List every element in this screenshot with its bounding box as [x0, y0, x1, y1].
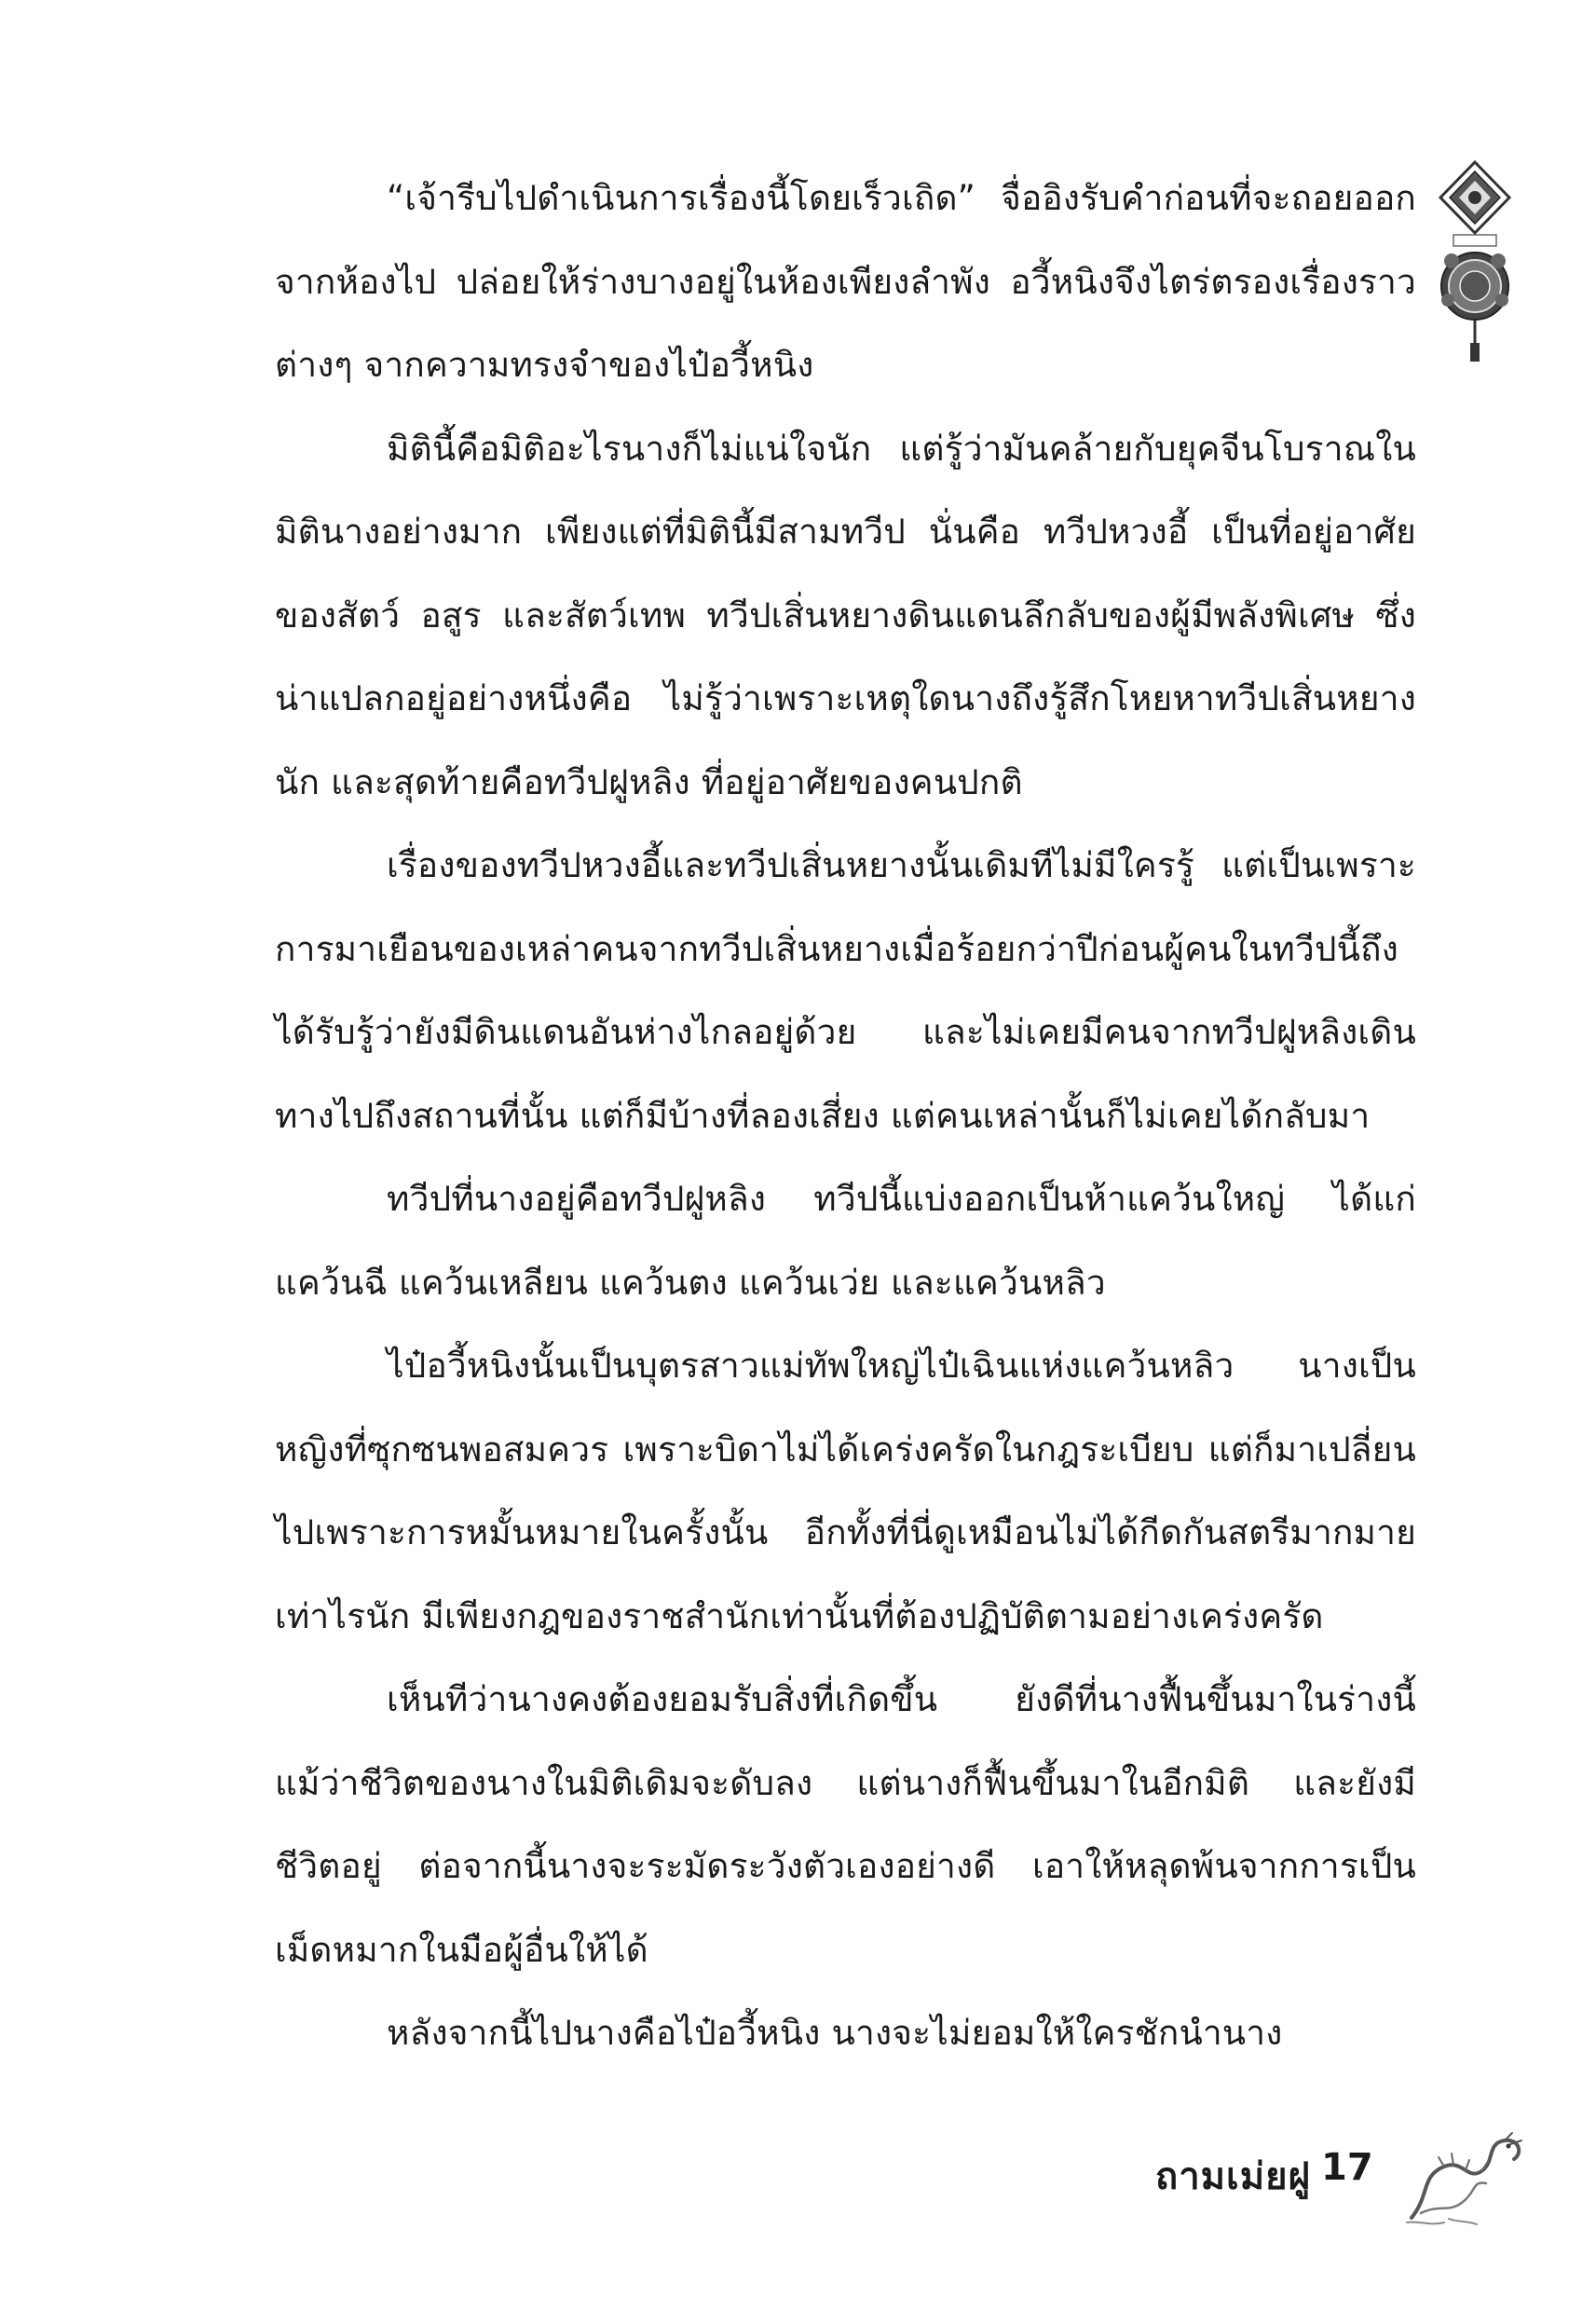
paragraph: เห็นทีว่านางคงต้องยอมรับสิ่งที่เกิดขึ้น ยังดีที่นางฟื้นขึ้นมาในร่างนี้ แม้ว่าชีวิตของนางในมิติเดิมจะดับลง แต่นางก็ฟื้นขึ้นมาในอีกมิติ และยังมีชีวิตอยู่ ต่อจากนี้นางจะระมัดระวังตัวเองอย่างดี เอาให้หลุดพ้นจากการเป็นเม็ดหมากในมือผู้อื่นให้ได้ — [275, 1679, 1416, 1970]
page-footer — [1155, 2129, 1547, 2241]
seal-ornament-icon — [1433, 160, 1517, 365]
paragraph: ทวีปที่นางอยู่คือทวีปฝูหลิง ทวีปนี้แบ่งออกเป็นห้าแคว้นใหญ่ ได้แก่ แคว้นฉี แคว้นเหลียน แคว้นตง แคว้นเว่ย และแคว้นหลิว — [275, 1179, 1416, 1303]
page-number: 17 — [1321, 2146, 1373, 2189]
paragraph: เรื่องของทวีปหวงอี้และทวีปเสิ่นหยางนั้นเดิมทีไม่มีใครรู้ แต่เป็นเพราะการมาเยือนของเหล่าคนจากทวีปเสิ่นหยางเมื่อร้อยกว่าปีก่อนผู้คนในทวีปนี้ถึงได้รับรู้ว่ายังมีดินแดนอันห่างไกลอยู่ด้วย และไม่เคยมีคนจากทวีปฝูหลิงเดินทางไปถึงสถานที่นั้น แต่ก็มีบ้างที่ลองเสี่ยง แต่คนเหล่านั้นก็ไม่เคยได้กลับมา — [275, 845, 1416, 1136]
body-text — [275, 157, 1416, 2075]
paragraph: “เจ้ารีบไปดำเนินการเรื่องนี้โดยเร็วเถิด” จื่ออิงรับคำก่อนที่จะถอยออกจากห้องไป ปล่อยให้ร่างบางอยู่ในห้องเพียงลำพัง อวี้หนิงจึงไตร่ตรองเรื่องราวต่างๆ จากความทรงจำของไป๋อวี้หนิง — [275, 178, 1416, 385]
dragon-icon — [1393, 2129, 1533, 2232]
book-title: ถามเม่ยฝู — [1155, 2154, 1311, 2198]
paragraph: ไป๋อวี้หนิงนั้นเป็นบุตรสาวแม่ทัพใหญ่ไป๋เฉินแห่งแคว้นหลิว นางเป็นหญิงที่ซุกซนพอสมควร เพราะบิดาไม่ได้เคร่งครัดในกฎระเบียบ แต่ก็มาเปลี่ยนไปเพราะการหมั้นหมายในครั้งนั้น อีกทั้งที่นี่ดูเหมือนไม่ได้กีดกันสตรีมากมายเท่าไรนัก มีเพียงกฎของราชสำนักเท่านั้นที่ต้องปฏิบัติตามอย่างเคร่งครัด — [275, 1346, 1416, 1636]
paragraph: หลังจากนี้ไปนางคือไป๋อวี้หนิง นางจะไม่ยอมให้ใครชักนำนาง — [387, 2013, 1283, 2053]
paragraph: มิตินี้คือมิติอะไรนางก็ไม่แน่ใจนัก แต่รู้ว่ามันคล้ายกับยุคจีนโบราณในมิตินางอย่างมาก เพียงแต่ที่มิตินี้มีสามทวีป นั่นคือ ทวีปหวงอี้ เป็นที่อยู่อาศัยของสัตว์ อสูร และสัตว์เทพ ทวีปเสิ่นหยางดินแดนลึกลับของผู้มีพลังพิเศษ ซึ่งน่าแปลกอยู่อย่างหนึ่งคือ ไม่รู้ว่าเพราะเหตุใดนางถึงรู้สึกโหยหาทวีปเสิ่นหยางนัก และสุดท้ายคือทวีปฝูหลิง ที่อยู่อาศัยของคนปกติ — [275, 428, 1416, 802]
